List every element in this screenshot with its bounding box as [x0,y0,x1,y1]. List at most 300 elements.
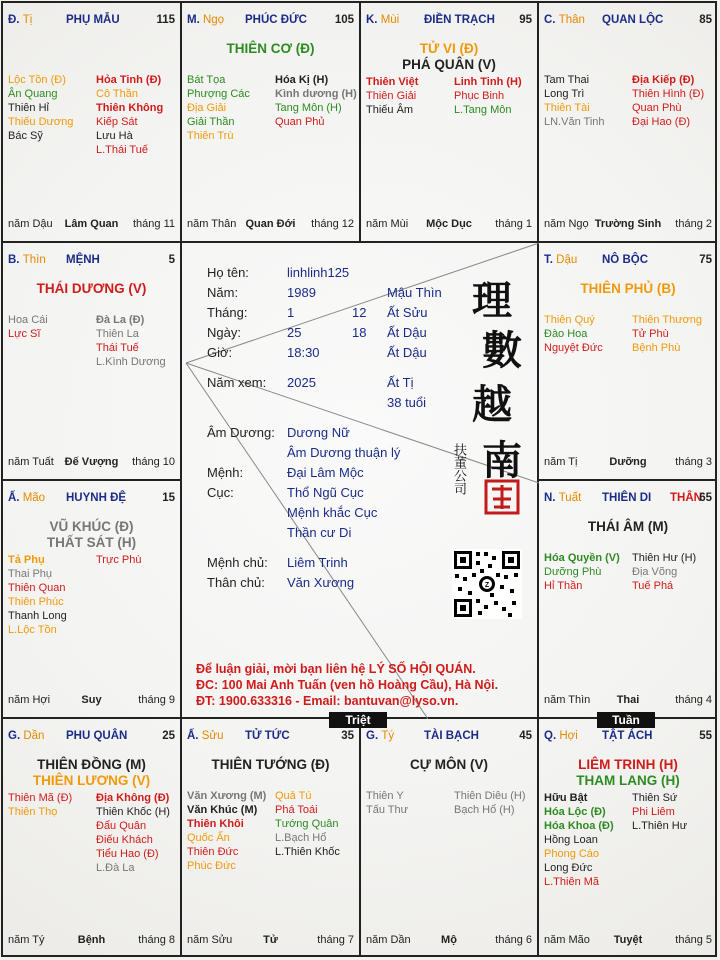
palace-name: PHÚC ĐỨC [245,14,307,26]
month-label: tháng 5 [675,934,712,946]
minor-star: Tướng Quân [275,818,339,830]
minor-star: Thiên Diêu (H) [454,790,526,802]
day-lunar: 18 [352,325,367,340]
palace-cell [3,3,182,243]
minor-star: Tiểu Hao (Đ) [96,848,159,860]
right-star-column [96,791,170,875]
main-star: VŨ KHÚC (Đ) [49,519,134,534]
minor-star: Quốc Ấn [187,832,230,844]
palace-footer [8,456,175,470]
minor-star: Hỉ Thần [544,580,583,592]
palace-cell [361,719,539,957]
branch-code: Ấ. [187,730,199,742]
main-stars [182,41,359,57]
minor-star: Địa Kiếp (Đ) [632,74,695,86]
right-star-column [96,553,141,567]
palace-cell [3,481,182,719]
year-label: năm Thân [187,218,237,230]
main-stars [361,41,537,73]
branch-name: Mão [22,492,46,504]
palace-number: 15 [162,492,175,504]
minor-star: Địa Không (Đ) [96,792,170,804]
minor-star: Thiên Trù [187,130,234,142]
palace-branch [544,492,581,504]
palace-footer [544,456,712,470]
minor-star: Địa Võng [632,566,678,578]
minor-star: Phá Toái [275,804,318,816]
minor-star: Thiên Thương [632,314,703,326]
left-star-column [8,73,73,143]
branch-name: Sửu [201,730,224,742]
minor-star: Thiên Hình (Đ) [632,88,705,100]
palace-branch [544,254,577,266]
minor-star: Thiên Hư (H) [632,552,697,564]
minor-star: Thiên Quý [544,314,595,326]
life-stage: Thai [616,694,640,706]
right-star-column [454,789,526,817]
calligraphy-char: 數 [482,327,522,374]
hour-can: Ất Dậu [387,345,427,360]
month-value: 1 [287,305,295,320]
palace-name: TẬT ÁCH [602,730,653,742]
palace-cell [539,481,717,719]
life-stage: Mộ [441,934,457,946]
branch-code: C. [544,14,556,26]
menh-value: Đại Lâm Mộc [287,465,364,480]
minor-star: L.Đà La [96,862,135,874]
minor-star: Hóa Quyền (V) [544,552,620,564]
palace-name: TỬ TỨC [245,730,290,742]
branch-name: Hợi [559,730,578,742]
palace-name: THIÊN DI [602,492,652,504]
life-stage: Suy [81,694,102,706]
life-stage: Mộc Dục [426,218,472,230]
main-star: THIÊN LƯƠNG (V) [32,773,151,788]
label-hour: Giờ: [207,345,233,360]
life-stage: Bệnh [77,934,106,946]
right-star-column [96,313,166,369]
minor-star: L.Thái Tuế [96,144,148,156]
minor-star: Đẩu Quân [96,820,147,832]
minor-star: Cô Thần [96,88,138,100]
red-seal [484,479,520,515]
palace-name: NÔ BỘC [602,254,648,266]
minor-star: Thiên Thọ [8,806,58,818]
palace-header [544,14,712,30]
day-can: Ất Dậu [387,325,427,340]
label-cuc: Cục: [207,485,234,500]
month-can: Ất Sửu [387,305,428,320]
label-than-chu: Thân chủ: [207,575,265,590]
year-value: 1989 [287,285,316,300]
label-menh: Mệnh: [207,465,244,480]
branch-code: B. [8,254,20,266]
palace-number: 65 [699,492,712,504]
minor-star: Tả Phụ [8,554,45,566]
menh-chu-value: Liêm Trinh [287,555,348,570]
label-year: Năm: [207,285,239,300]
minor-star: Thiên Khôi [187,818,244,830]
name-value: linhlinh125 [287,265,350,280]
minor-star: Phúc Đức [187,860,236,872]
view-can: Ất Tị [387,375,414,390]
minor-star: Quan Phủ [275,116,325,128]
minor-star: Dưỡng Phù [544,566,602,578]
triet-tag: Triệt [329,712,387,728]
palace-name: PHỤ MẪU [66,14,120,26]
palace-name: PHU QUÂN [66,730,128,742]
palace-cell [182,3,361,243]
right-star-column [632,73,704,129]
minor-star: Lưu Hà [96,130,133,142]
main-stars [3,281,180,297]
minor-star: Đà La (Đ) [96,314,145,326]
right-star-column [275,73,357,129]
cuc-value: Thổ Ngũ Cục [287,485,364,500]
minor-star: Tấu Thư [366,804,409,816]
right-star-column [454,75,522,117]
month-label: tháng 2 [675,218,712,230]
minor-star: Bát Tọa [187,74,226,86]
year-label: năm Dần [366,934,411,946]
minor-star: Quả Tú [275,790,312,802]
palace-footer [544,218,712,232]
minor-star: Thiên Sứ [632,792,678,804]
main-star: THẤT SÁT (H) [46,535,137,550]
palace-header [187,14,354,30]
palace-branch [544,730,578,742]
minor-star: L.Lộc Tồn [8,624,57,636]
main-star: TỬ VI (Đ) [419,41,479,56]
minor-star: Linh Tinh (H) [454,76,522,88]
branch-code: Q. [544,730,557,742]
branch-code: Đ. [8,14,20,26]
branch-name: Thân [558,14,585,26]
left-star-column [366,75,418,117]
minor-star: L.Thiên Mã [544,876,600,888]
minor-star: Thiên Mã (Đ) [8,792,73,804]
palace-footer [366,934,532,948]
month-label: tháng 12 [311,218,354,230]
palace-header [544,730,712,746]
month-label: tháng 11 [132,218,175,230]
minor-star: Lộc Tồn (Đ) [8,74,66,86]
palace-name: TÀI BẠCH [424,730,479,742]
month-label: tháng 3 [675,456,712,468]
year-label: năm Thìn [544,694,591,706]
minor-star: Văn Khúc (M) [187,804,258,816]
main-star: CỰ MÔN (V) [410,757,488,772]
branch-name: Tuất [558,492,582,504]
palace-name: ĐIỀN TRẠCH [424,14,495,26]
minor-star: Đại Hao (Đ) [632,116,691,128]
branch-name: Dậu [556,254,578,266]
minor-star: Thiếu Âm [366,104,414,116]
minor-star: Thiên Hỉ [8,102,49,114]
palace-branch [187,14,224,26]
left-star-column [544,791,614,889]
minor-star: Hữu Bật [544,792,588,804]
branch-code: Ấ. [8,492,20,504]
palace-footer [544,694,712,708]
branch-name: Ngọ [202,14,225,26]
month-label: tháng 7 [317,934,354,946]
life-stage: Đế Vượng [64,456,119,468]
minor-star: Lực Sĩ [8,328,41,340]
branch-code: T. [544,254,553,266]
palace-branch [187,730,223,742]
label-am-duong: Âm Dương: [207,425,275,440]
right-star-column [275,789,340,859]
minor-star: Hỏa Tinh (Đ) [96,74,162,86]
year-label: năm Tý [8,934,45,946]
palace-branch [8,492,45,504]
minor-star: Quan Phù [632,102,682,114]
palace-cell [3,243,182,481]
life-stage: Quan Đới [245,218,296,230]
palace-branch [8,14,32,26]
minor-star: Hóa Lộc (Đ) [544,806,606,818]
minor-star: L.Thiên Khốc [275,846,340,858]
minor-star: Hóa Kị (H) [275,74,329,86]
palace-footer [8,934,175,948]
main-stars [3,519,180,551]
branch-code: M. [187,14,200,26]
than-chu-value: Văn Xương [287,575,355,590]
month-label: tháng 6 [495,934,532,946]
palace-name: MỆNH [66,254,100,266]
palace-number: 105 [334,14,354,26]
palace-name: HUYNH ĐỆ [66,492,127,504]
month-label: tháng 8 [138,934,175,946]
calligraphy-char: 越 [472,381,512,428]
svg-text:Z: Z [484,582,490,589]
palace-header [544,492,712,508]
minor-star: Tuế Phá [632,580,674,592]
minor-star: Thai Phụ [8,568,53,580]
minor-star: Bệnh Phù [632,342,681,354]
main-star: LIÊM TRINH (H) [578,757,678,772]
label-view-year: Năm xem: [207,375,267,390]
palace-number: 95 [519,14,532,26]
year-label: năm Mùi [366,218,409,230]
left-star-column [187,789,266,873]
minor-star: Thái Tuế [96,342,139,354]
contact-line: ĐC: 100 Mai Anh Tuấn (ven hồ Hoàng Cầu), Hà Nội. [196,678,499,692]
minor-star: Tam Thai [544,74,590,86]
minor-star: Đào Hoa [544,328,588,340]
cuc-note: Mệnh khắc Cục [287,505,378,520]
palace-footer [544,934,712,948]
month-label: tháng 4 [675,694,712,706]
main-star: THIÊN TƯỚNG (Đ) [211,757,330,772]
day-value: 25 [287,325,302,340]
minor-star: Hoa Cái [8,314,48,326]
minor-star: Thiếu Dương [8,116,74,128]
left-star-column [366,789,408,817]
main-star: THIÊN CƠ (Đ) [226,41,315,56]
main-stars [182,757,359,773]
palace-header [8,730,175,746]
palace-branch [366,730,394,742]
branch-name: Mùi [380,14,400,26]
palace-cell [361,3,539,243]
minor-star: Thiên Y [366,790,404,802]
age: 38 tuổi [387,395,427,410]
palace-footer [8,694,175,708]
qr-code[interactable] [452,549,522,619]
minor-star: Thiên Không [96,102,164,114]
year-label: năm Dậu [8,218,53,230]
contact-line: ĐT: 1900.633316 - Email: bantuvan@lyso.vn. [196,694,459,708]
palace-footer [366,218,532,232]
life-stage: Trường Sinh [594,218,662,230]
branch-code: N. [544,492,556,504]
life-stage: Dưỡng [609,456,647,468]
year-label: năm Tị [544,456,578,468]
palace-footer [8,218,175,232]
minor-star: Thanh Long [8,610,67,622]
palace-header [8,14,175,30]
am-duong-note: Âm Dương thuận lý [287,445,401,460]
minor-star: Phục Binh [454,90,505,102]
right-star-column [96,73,163,157]
minor-star: Thiên Khốc (H) [96,806,170,818]
branch-name: Tý [381,730,395,742]
month-label: tháng 1 [495,218,532,230]
life-stage: Tuyệt [613,934,643,946]
year-label: năm Hợi [8,694,51,706]
palace-cell [539,3,717,243]
minor-star: Văn Xương (M) [187,790,267,802]
palace-extra: THÂN [670,492,702,504]
year-label: năm Mão [544,934,590,946]
branch-code: G. [8,730,21,742]
minor-star: Thiên Tài [544,102,590,114]
label-name: Họ tên: [207,265,249,280]
palace-name: QUAN LỘC [602,14,664,26]
palace-branch [544,14,585,26]
palace-header [8,492,175,508]
minor-star: Nguyệt Đức [544,342,603,354]
main-stars [539,281,717,297]
palace-cell [539,243,717,481]
minor-star: Thiên La [96,328,139,340]
minor-star: L.Bạch Hổ [275,832,327,844]
main-star: THÁI DƯƠNG (V) [36,281,147,296]
am-duong-value: Dương Nữ [287,425,350,440]
palace-number: 45 [519,730,532,742]
minor-star: Hồng Loan [544,834,598,846]
label-menh-chu: Mệnh chủ: [207,555,268,570]
branch-code: K. [366,14,378,26]
left-star-column [544,313,603,355]
palace-cell [3,719,182,957]
palace-header [544,254,712,270]
palace-number: 85 [699,14,712,26]
tu-vi-chart [1,1,717,957]
palace-branch [366,14,399,26]
palace-footer [187,218,354,232]
minor-star: LN.Văn Tinh [544,116,605,128]
main-stars [3,757,180,789]
left-star-column [8,553,67,637]
left-star-column [544,551,620,593]
main-star: PHÁ QUÂN (V) [402,57,496,72]
minor-star: Phượng Các [187,88,250,100]
branch-code: G. [366,730,379,742]
palace-branch [8,254,46,266]
right-star-column [632,313,702,355]
palace-number: 35 [341,730,354,742]
contact-line: Để luận giải, mời bạn liên hệ LÝ SỐ HỘI QUÁN. [196,662,476,676]
left-star-column [544,73,605,129]
minor-star: L.Tang Môn [454,104,512,116]
palace-cell [539,719,717,957]
minor-star: Phi Liêm [632,806,675,818]
palace-header [187,730,354,746]
left-star-column [8,791,72,819]
minor-star: Long Trì [544,88,585,100]
main-stars [539,757,717,789]
tuan-tag: Tuần [597,712,655,728]
left-star-column [187,73,250,143]
minor-star: Tử Phù [632,328,669,340]
minor-star: Hóa Khoa (Đ) [544,820,614,832]
palace-number: 5 [168,254,175,266]
palace-header [366,14,532,30]
minor-star: Kiếp Sát [96,116,138,128]
minor-star: Thiên Việt [366,76,419,88]
month-label: tháng 10 [132,456,175,468]
year-label: năm Tuất [8,456,54,468]
seal-small-text: 扶董公司 [451,443,466,495]
year-can: Mậu Thìn [387,285,442,300]
hour-value: 18:30 [287,345,320,360]
main-stars [539,519,717,535]
minor-star: Thiên Phúc [8,596,64,608]
left-star-column [8,313,48,341]
cuc-note-2: Thần cư Di [287,525,352,540]
palace-footer [187,934,354,948]
minor-star: Long Đức [544,862,593,874]
palace-branch [8,730,44,742]
branch-name: Thìn [22,254,46,266]
minor-star: Bạch Hổ (H) [454,804,515,816]
minor-star: Tang Môn (H) [275,102,342,114]
minor-star: Phong Cáo [544,848,600,860]
main-star: THIÊN ĐỒNG (M) [37,757,146,772]
label-day: Ngày: [207,325,241,340]
branch-name: Tị [22,14,33,26]
minor-star: L.Thiên Hư [632,820,688,832]
minor-star: Địa Giải [187,102,227,114]
right-star-column [632,791,687,833]
calligraphy-char: 南 [482,437,522,484]
minor-star: Thiên Giải [366,90,417,102]
minor-star: Trực Phù [96,554,142,566]
palace-header [366,730,532,746]
minor-star: Điếu Khách [96,834,153,846]
palace-number: 75 [699,254,712,266]
minor-star: Ân Quang [8,88,58,100]
life-stage: Tử [263,934,278,946]
minor-star: L.Kình Dương [96,356,166,368]
life-stage: Lâm Quan [64,218,119,230]
label-month: Tháng: [207,305,248,320]
calligraphy-char: 理 [472,277,512,324]
minor-star: Kình dương (H) [275,88,357,100]
